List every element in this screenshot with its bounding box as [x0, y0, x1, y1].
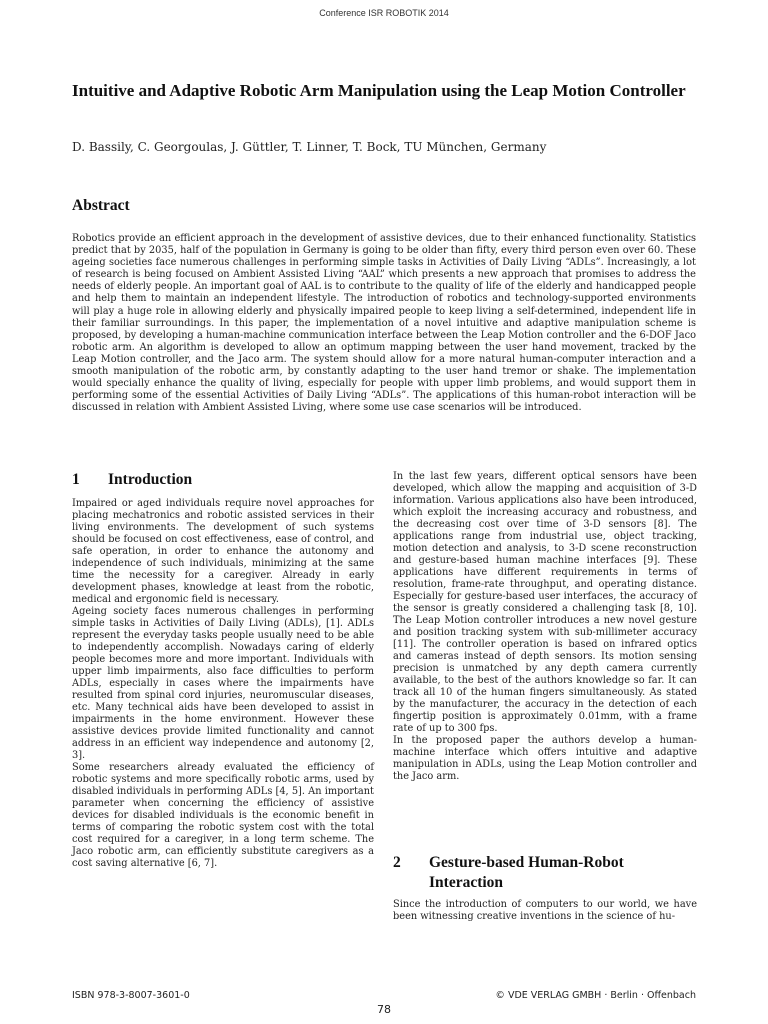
- publisher: © VDE VERLAG GMBH · Berlin · Offenbach: [495, 990, 696, 1001]
- section-1-title: Introduction: [108, 471, 193, 488]
- section-2-number: 2: [393, 854, 401, 871]
- section-2-title: Gesture-based Human-Robot Interaction: [429, 854, 624, 891]
- intro-paragraph-3: Some researchers already evaluated the efficiency of robotic systems and more specifically robotic arms, used by disabled individuals in performing ADLs [4, 5]. An important parameter when concerning the efficiency of assistive devices for disabled individuals is the economic benefit in terms of comparing the robotic system cost with the total cost required for a caregiver, in a long term scheme. The Jaco robotic arm, can efficiently substitute caregivers as a cost saving alternative [6, 7].: [72, 762, 374, 869]
- section-2-body: [393, 899, 697, 923]
- right-column: [393, 471, 697, 783]
- paper-title: Intuitive and Adaptive Robotic Arm Manipulation using the Leap Motion Controller: [72, 81, 686, 100]
- section-2-heading: [393, 853, 697, 895]
- section-1-heading: [72, 470, 372, 492]
- page-number: 78: [377, 1003, 391, 1016]
- paper-authors: D. Bassily, C. Georgoulas, J. Güttler, T. Linner, T. Bock, TU München, Germany: [72, 140, 547, 154]
- abstract-heading: Abstract: [72, 197, 130, 214]
- intro-paragraph-5: In the proposed paper the authors develop a human-machine interface which offers intuitive and adaptive manipulation in ADLs, using the Leap Motion controller and the Jaco arm.: [393, 735, 697, 782]
- intro-paragraph-4: In the last few years, different optical sensors have been developed, which allow the mapping and acquisition of 3-D information. Various applications also have been introduced, which exploit the increasing accuracy and robustness, and the decreasing cost over time of 3-D sensors [8]. The applications range from industrial use, object tracking, motion detection and analysis, to 3-D scene reconstruction and gesture-based human machine interfaces [9]. These applications have different requirements in terms of resolution, frame-rate throughput, and operating distance. Especially for gesture-based user interfaces, the accuracy of the sensor is greatly considered a challenging task [8, 10]. The Leap Motion controller introduces a new novel gesture and position tracking system with sub-millimeter accuracy [11]. The controller operation is based on infrared optics and cameras instead of depth sensors. Its motion sensing precision is unmatched by any depth camera currently available, to the best of the authors knowledge so far. It can track all 10 of the human fingers simultaneously. As stated by the manufacturer, the accuracy in the detection of each fingertip position is approximately 0.01mm, with a frame rate of up to 300 fps.: [393, 471, 697, 734]
- section-2-paragraph-1: Since the introduction of computers to our world, we have been witnessing creative inventions in the science of hu-: [393, 899, 697, 922]
- intro-paragraph-2: Ageing society faces numerous challenges in performing simple tasks in Activities of Daily Living (ADLs), [1]. ADLs represent the everyday tasks people usually need to be able to independently accomplish. Nowadays caring of elderly people becomes more and more important. Individuals with upper limb impairments, also face difficulties to perform ADLs, especially in cases where the impairments have resulted from spinal cord injuries, neuromuscular diseases, etc. Many technical aids have been developed to assist in impairments in the home environment. However these assistive devices provide limited functionality and cannot address in an efficient way independence and autonomy [2, 3].: [72, 606, 374, 761]
- abstract-text: Robotics provide an efficient approach in the development of assistive devices, due to their enhanced functionality. Statistics predict that by 2035, half of the population in Germany is going to be older than fifty, every third person even over 60. These ageing societies face numerous challenges in performing simple tasks in Activities of Daily Living “ADLs”. Increasingly, a lot of research is being focused on Ambient Assisted Living “AAL” which presents a new approach that promises to address the needs of elderly people. An important goal of AAL is to contribute to the quality of life of the elderly and handicapped people and help them to maintain an independent lifestyle. The introduction of robotics and technology-supported environments will play a huge role in allowing elderly and physically impaired people to keep living a self-determined, independent life in their familiar surroundings. In this paper, the implementation of a novel intuitive and adaptive manipulation scheme is proposed, by developing a human-machine communication interface between the Leap Motion controller and the 6-DOF Jaco robotic arm. An algorithm is developed to allow an optimum mapping between the user hand movement, tracked by the Leap Motion controller, and the Jaco arm. The system should allow for a more natural human-computer interaction and a smooth manipulation of the robotic arm, by constantly adapting to the user hand tremor or shake. The implementation would specially enhance the quality of living, especially for people with upper limb problems, and would support them in performing some of the essential Activities of Daily Living “ADLs”. The applications of this human-robot interaction will be discussed in relation with Ambient Assisted Living, where some use case scenarios will be introduced.: [72, 233, 696, 414]
- conference-header: Conference ISR ROBOTIK 2014: [319, 8, 449, 18]
- isbn: ISBN 978-3-8007-3601-0: [72, 990, 190, 1001]
- left-column: [72, 498, 374, 870]
- section-1-number: 1: [72, 471, 80, 488]
- intro-paragraph-1: Impaired or aged individuals require novel approaches for placing mechatronics and robotic assisted services in their living environments. The development of such systems should be focused on cost effectiveness, ease of control, and safe operation, in order to enhance the autonomy and independence of such individuals, minimizing at the same time the necessity for a caregiver. Already in early development phases, knowledge at least from the robotic, medical and ergonomic field is necessary.: [72, 498, 374, 605]
